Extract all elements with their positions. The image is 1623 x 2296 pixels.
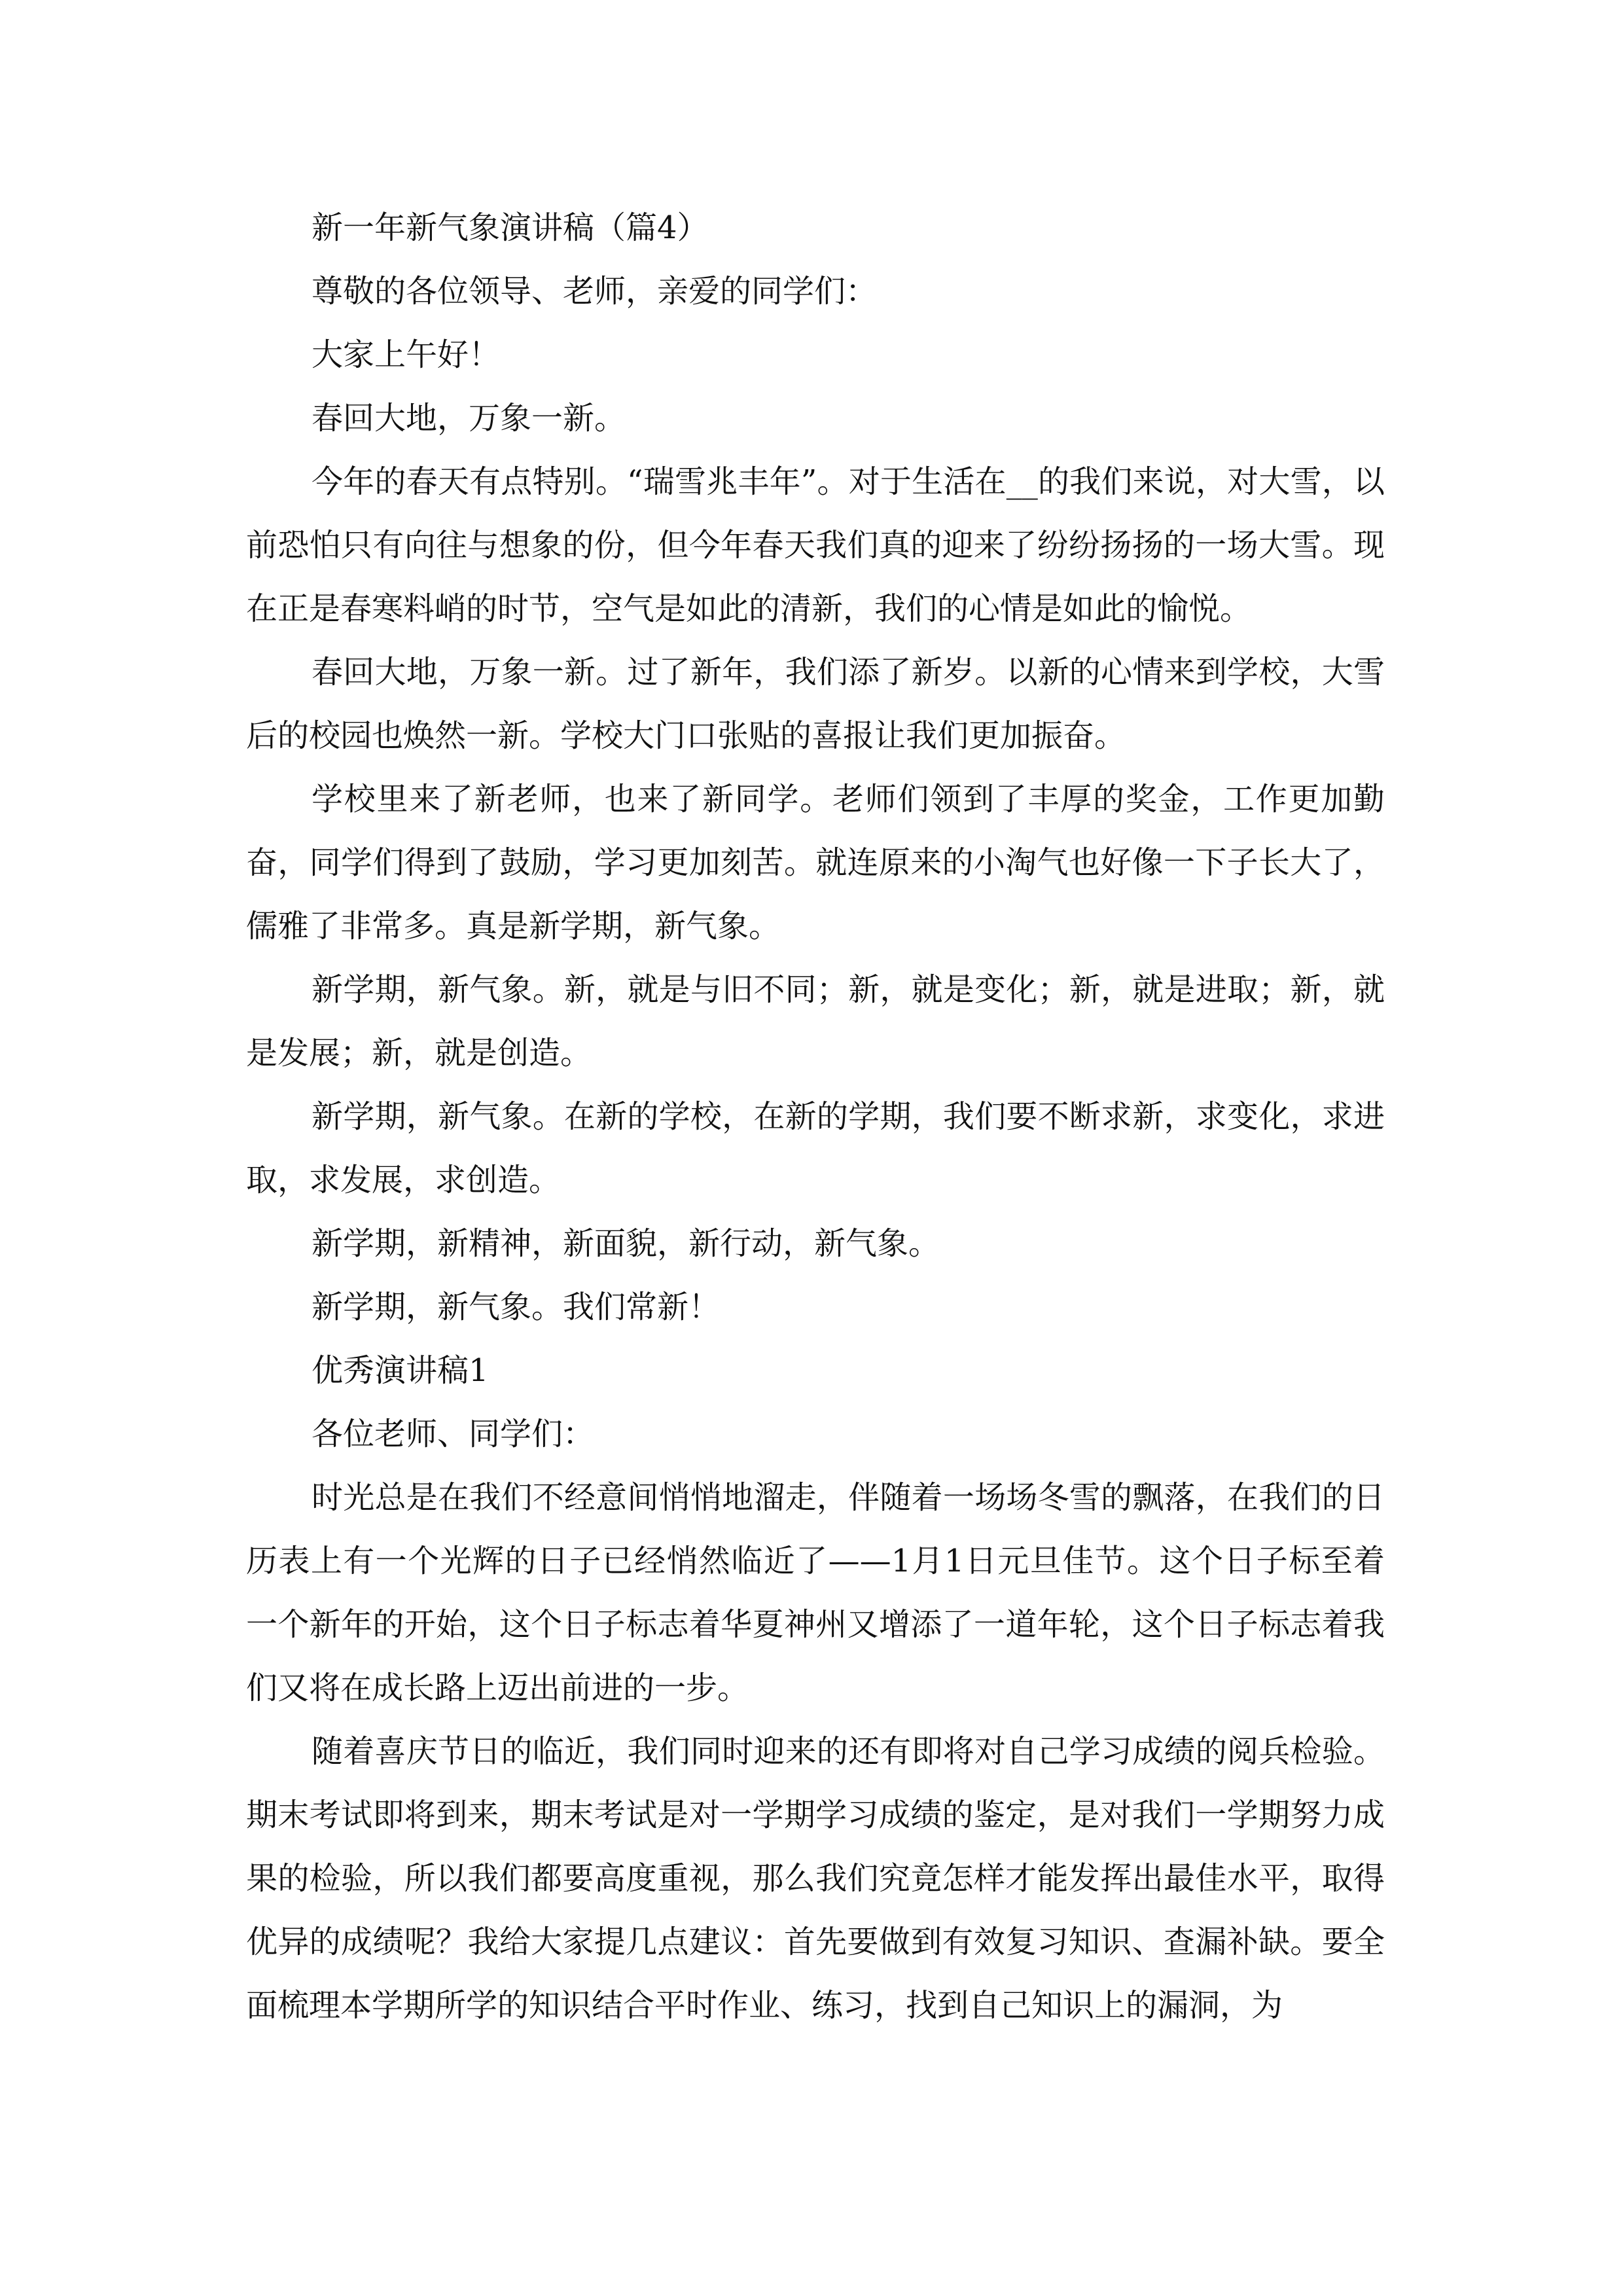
body-paragraph: 新学期，新气象。新，就是与旧不同；新，就是变化；新，就是进取；新，就是发展；新，就是创造。 [246,971,1385,1071]
body-paragraph: 春回大地，万象一新。 [312,400,626,437]
document-title: 新一年新气象演讲稿（篇4） [312,209,709,246]
body-paragraph: 新学期，新气象。在新的学校，在新的学期，我们要不断求新，求变化，求进取，求发展，求创造。 [246,1098,1385,1198]
salutation: 各位老师、同学们： [312,1416,595,1452]
body-paragraph: 新学期，新精神，新面貌，新行动，新气象。 [312,1225,940,1262]
body-paragraph: 学校里来了新老师，也来了新同学。老师们领到了丰厚的奖金，工作更加勤奋，同学们得到了鼓励，学习更加刻苦。就连原来的小淘气也好像一下子长大了，儒雅了非常多。真是新学期，新气象。 [246,781,1385,944]
body-paragraph: 时光总是在我们不经意间悄悄地溜走，伴随着一场场冬雪的飘落，在我们的日历表上有一个光辉的日子已经悄然临近了——1月1日元旦佳节。这个日子标至着一个新年的开始，这个日子标志着华夏神州又增添了一道年轮，这个日子标志着我们又将在成长路上迈出前进的一步。 [246,1479,1385,1706]
body-paragraph: 随着喜庆节日的临近，我们同时迎来的还有即将对自己学习成绩的阅兵检验。期末考试即将到来，期末考试是对一学期学习成绩的鉴定，是对我们一学期努力成果的检验，所以我们都要高度重视，那么我们究竟怎样才能发挥出最佳水平，取得优异的成绩呢？我给大家提几点建议：首先要做到有效复习知识、查漏补缺。要全面梳理本学期所学的知识结合平时作业、练习，找到自己知识上的漏洞，为 [246,1733,1385,2024]
body-paragraph: 新学期，新气象。我们常新！ [312,1289,721,1325]
salutation: 尊敬的各位领导、老师，亲爱的同学们： [312,273,878,310]
section-title: 优秀演讲稿1 [312,1352,489,1389]
greeting: 大家上午好！ [312,336,501,373]
document-body [246,196,1385,2037]
body-paragraph: 今年的春天有点特别。“瑞雪兆丰年”。对于生活在__的我们来说，对大雪，以前恐怕只有向往与想象的份，但今年春天我们真的迎来了纷纷扬扬的一场大雪。现在正是春寒料峭的时节，空气是如此的清新，我们的心情是如此的愉悦。 [246,463,1385,627]
body-paragraph: 春回大地，万象一新。过了新年，我们添了新岁。以新的心情来到学校，大雪后的校园也焕然一新。学校大门口张贴的喜报让我们更加振奋。 [246,654,1385,754]
